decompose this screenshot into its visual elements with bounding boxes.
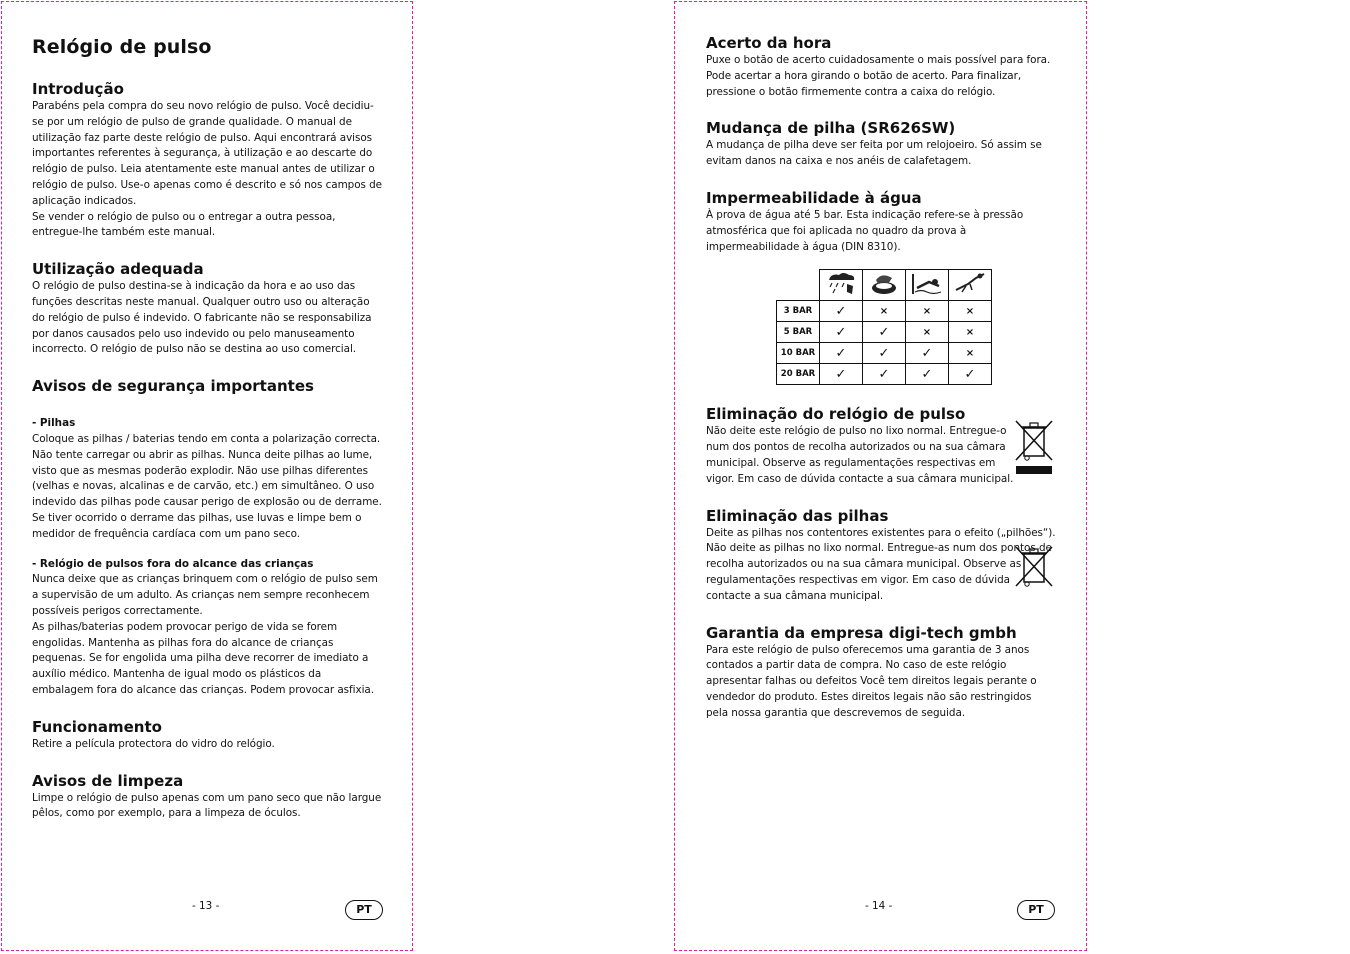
section-text: Puxe o botão de acerto cuidadosamente o mais possível para fora. Pode acertar a hora girando o botão de acerto. Para finalizar, pressione o botão firmemente contra a caixa do relógio.	[706, 54, 1051, 98]
crossed-bin-icon	[1013, 544, 1055, 592]
table-cell: ×	[863, 301, 906, 322]
page-title: Relógio de pulso	[32, 36, 212, 58]
table-cell: ✓	[820, 301, 863, 322]
section-text: A mudança de pilha deve ser feita por um relojoeiro. Só assim se evitam danos na caixa e nos anéis de calafetagem.	[706, 139, 1042, 168]
table-cell: ✓	[906, 364, 949, 385]
section-eliminacao-relogio	[706, 405, 1056, 487]
section-text: Se vender o relógio de pulso ou o entregar a outra pessoa, entregue-lhe também este manual.	[32, 210, 336, 239]
section-text: À prova de água até 5 bar. Esta indicação refere-se à pressão atmosférica que foi aplicada no quadro da prova à impermeabilidade à água (DIN 8310).	[706, 208, 1024, 253]
table-cell: ✓	[949, 364, 992, 385]
table-cell: ✓	[863, 343, 906, 364]
row-label: 5 BAR	[777, 322, 820, 343]
table-cell: ×	[949, 301, 992, 322]
table-row	[777, 364, 992, 385]
section-text: Nunca deixe que as crianças brinquem com o relógio de pulso sem a supervisão de um adulto. As crianças nem sempre reconhecem possíveis perigos correctamente.	[32, 573, 378, 617]
table-cell: ×	[906, 322, 949, 343]
section-heading: Eliminação das pilhas	[706, 506, 889, 525]
section-text: Parabéns pela compra do seu novo relógio de pulso. Você decidiu-se por um relógio de pulso de grande qualidade. O manual de utilização faz parte deste relógio de pulso. Aqui encontrará avisos importantes referentes à segurança, à utilização e ao descarte do relógio de pulso. Leia atentamente este manual antes de utilizar o relógio de pulso. Use-o apenas como é descrito e só nos campos de aplicação indicados.	[32, 100, 383, 207]
row-label: 20 BAR	[777, 364, 820, 385]
language-badge: PT	[345, 900, 383, 920]
section-text: Não deite este relógio de pulso no lixo normal. Entregue-o num dos pontos de recolha autorizados ou na sua câmara municipal. Observe as regulamentações respectivas em vigor. Em caso de dúvida contacte a sua câmara municipal.	[706, 425, 1014, 485]
section-text: Se tiver ocorrido o derrame das pilhas, use luvas e limpe bem o medidor de frequência cardíaca com um pano seco.	[32, 511, 362, 540]
crossed-bin-icon	[1013, 418, 1055, 480]
row-label: 3 BAR	[777, 301, 820, 322]
table-row	[777, 322, 992, 343]
hand-washing-icon	[863, 270, 906, 301]
section-text: O relógio de pulso destina-se à indicação da hora e ao uso das funções descritas neste manual. Qualquer outro uso ou alteração do relógio de pulso é indevido. O fabricante não se responsabiliza por danos causados pelo uso indevido ou pelo manuseamento incorrecto. O relógio de pulso não se destina ao uso comercial.	[32, 280, 372, 356]
section-text: Limpe o relógio de pulso apenas com um pano seco que não largue pêlos, como por exemplo, para a limpeza de óculos.	[32, 791, 382, 820]
section-heading: Eliminação do relógio de pulso	[706, 405, 966, 424]
section-heading: Garantia da empresa digi-tech gmbh	[706, 623, 1017, 642]
table-cell: ✓	[863, 364, 906, 385]
table-row	[777, 301, 992, 322]
page-14	[674, 1, 1087, 951]
section-text: Retire a película protectora do vidro do relógio.	[32, 737, 275, 750]
section-heading: Avisos de limpeza	[32, 771, 184, 790]
section-mudanca-pilha	[706, 119, 1056, 170]
subheading-criancas: - Relógio de pulsos fora do alcance das crianças	[32, 557, 314, 570]
section-heading: Funcionamento	[32, 717, 162, 736]
section-impermeabilidade	[706, 189, 1056, 255]
table-cell: ✓	[906, 343, 949, 364]
page-13	[1, 1, 413, 951]
swimming-icon	[906, 270, 949, 301]
section-seguranca	[32, 377, 384, 699]
water-resistance-table	[776, 269, 992, 385]
section-heading: Avisos de segurança importantes	[32, 377, 314, 396]
section-heading: Acerto da hora	[706, 34, 832, 52]
section-text: Para este relógio de pulso oferecemos uma garantia de 3 anos contados a partir data de compra. No caso de este relógio apresentar falhas ou defeitos Você tem direitos legais perante o vendedor do produto. Estes direitos legais não são restringidos pela nossa garantia que descrevemos de seguida.	[706, 643, 1037, 719]
page-13-content	[32, 2, 384, 841]
row-label: 10 BAR	[777, 343, 820, 364]
section-heading: Mudança de pilha (SR626SW)	[706, 119, 956, 138]
table-cell: ✓	[863, 322, 906, 343]
section-text: Deite as pilhas nos contentores existentes para o efeito („pilhões“). Não deite as pilhas no lixo normal. Entregue-as num dos pontos de recolha autorizados ou na sua câmara municipal. Observe as regulamentações respectivas em vigor. Em caso de dúvida contacte a sua câmana municipal.	[706, 526, 1056, 602]
table-cell: ×	[949, 343, 992, 364]
section-garantia	[706, 624, 1056, 722]
page-number: - 14 -	[865, 900, 893, 912]
section-heading: Introdução	[32, 80, 124, 98]
section-eliminacao-pilhas	[706, 507, 1056, 605]
table-cell: ✓	[820, 322, 863, 343]
section-utilizacao	[32, 260, 384, 358]
table-cell: ✓	[820, 343, 863, 364]
page-number: - 13 -	[192, 900, 220, 912]
section-text: As pilhas/baterias podem provocar perigo de vida se forem engolidas. Mantenha as pilhas fora do alcance de crianças pequenas. Se for engolida uma pilha deve recorrer de imediato a auxílio médico. Mantenha de igual modo os plásticos da embalagem fora do alcance das crianças. Podem provocar asfixia.	[32, 620, 374, 696]
table-cell: ×	[949, 322, 992, 343]
table-cell: ×	[906, 301, 949, 322]
section-heading: Impermeabilidade à água	[706, 188, 922, 207]
rain-splash-icon	[820, 270, 863, 301]
table-cell: ✓	[820, 364, 863, 385]
section-limpeza	[32, 772, 384, 823]
table-row	[777, 343, 992, 364]
table-corner	[777, 270, 820, 301]
section-text: Coloque as pilhas / baterias tendo em conta a polarização correcta. Não tente carregar ou abrir as pilhas. Nunca deite pilhas ao lume, visto que as mesmas poderão explodir. Não use pilhas diferentes (velhas e novas, alcalinas e de carvão, etc.) em simultâneo. O uso indevido das pilhas pode causar perigo de explosão ou de derrame.	[32, 432, 382, 509]
section-funcionamento	[32, 718, 384, 753]
table-header-row	[777, 270, 992, 301]
subheading-pilhas: - Pilhas	[32, 417, 76, 430]
diving-icon	[949, 270, 992, 301]
page-14-content	[706, 34, 1056, 741]
section-acerto-hora	[706, 34, 1056, 100]
section-heading: Utilização adequada	[32, 260, 204, 279]
section-introducao	[32, 80, 384, 241]
language-badge: PT	[1017, 900, 1055, 920]
